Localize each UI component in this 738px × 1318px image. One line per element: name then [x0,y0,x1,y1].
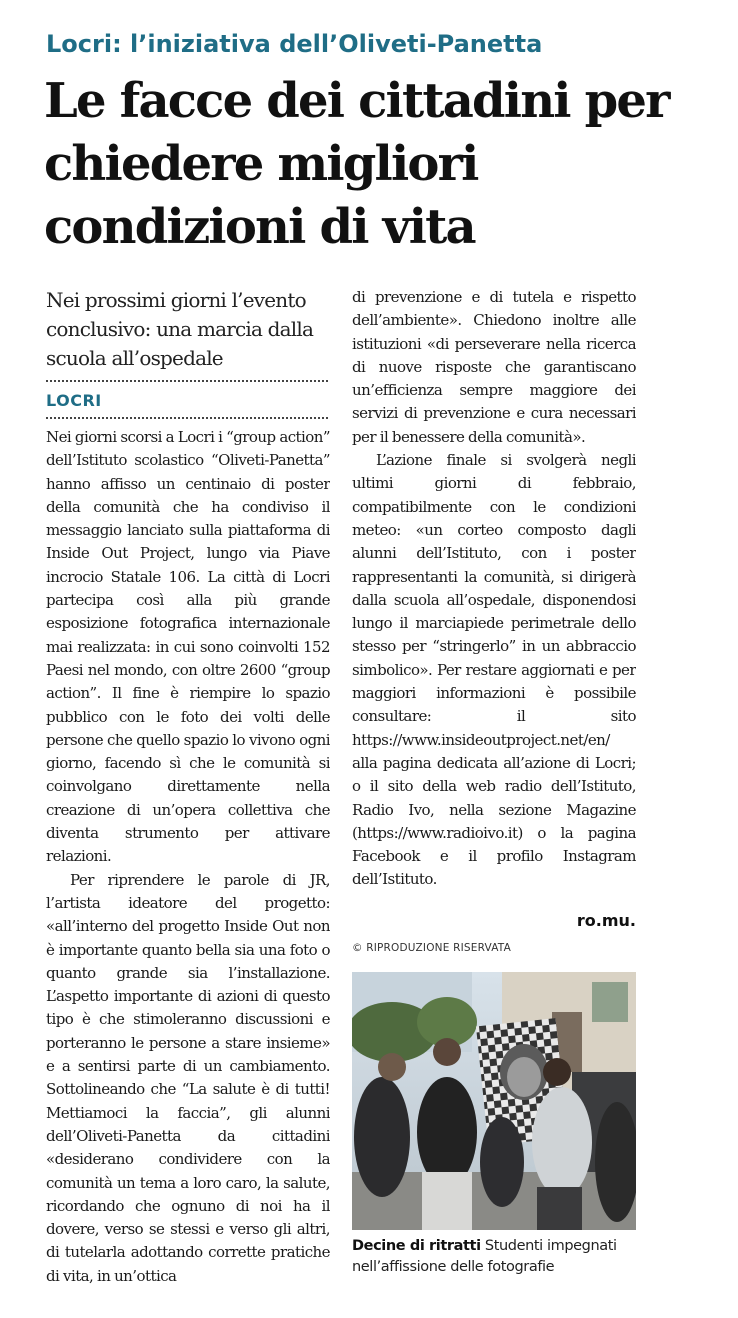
section-tag: LOCRI [46,391,102,410]
article-subheadline: Nei prossimi giorni l’evento conclusivo: una marcia dalla scuola all’ospedale [46,288,314,370]
article-body-left-column [46,426,330,1286]
body-paragraph: di prevenzione e di tutela e rispetto dell’ambiente». Chiedono inoltre alle istituzioni «di perseverare nella ricerca di nuove risposte che garantiscano un’efficienza sempre maggiore dei servizi di prevenzione e cura necessari per il benessere della comunità». [352,288,636,446]
body-paragraph: Per riprendere le parole di JR, l’artista ideatore del progetto: «all’interno del progetto Inside Out non è importante quanto bella sia una foto o quanto grande sia l’installazione. L’aspetto importante di azioni di questo tipo è che stimoleranno discussioni e porteranno le persone a stare insieme» e a sentirsi parte di un cambiamento. Sottolineando che “La salute è di tutti! Mettiamoci la faccia”, gli alunni dell’Oliveti-Panetta da cittadini «desiderano condividere con la comunità un tema a loro caro, la salute, ricordando che ognuno di noi ha il dovere, verso se stessi e verso gli altri, di tutelarla adottando corrette pratiche di vita, in un’ottica [46,870,330,1285]
author-signature: ro.mu. [576,911,636,930]
photo-illustration [352,972,636,1230]
article-kicker: Locri: l’iniziativa dell’Oliveti-Panetta [46,30,543,58]
body-paragraph: Nei giorni scorsi a Locri i “group action” dell’Istituto scolastico “Oliveti-Panetta” hanno affisso un centinaio di poster della comunità che ha condiviso il messaggio lanciato sulla piattaforma di Inside Out Project, lungo via Piave incrocio Statale 106. La città di Locri partecipa così alla più grande esposizione fotografica internazionale mai realizzata: in cui sono coinvolti 152 Paesi nel mondo, con oltre 2600 “group action”. Il fine è riempire lo spazio pubblico con le foto dei volti delle persone che quello spazio lo vivono ogni giorno, facendo sì che le comunità si coinvolgano direttamente nella creazione di un’opera collettiva che diventa strumento per attivare relazioni. [46,428,330,866]
caption-title: Decine di ritratti [352,1238,481,1254]
caption-text: Studenti impegnati nell’affissione delle fotografie [352,1238,617,1275]
body-paragraph: L’azione finale si svolgerà negli ultimi giorni di febbraio, compatibilmente con le condizioni meteo: «un corteo composto dagli alunni dell’Istituto, con i poster rappresentanti la comunità, si dirigerà dalla scuola all’ospedale, disponendosi lungo il marciapiede perimetrale dello stesso per “stringerlo” in un abbraccio simbolico». Per restare aggiornati e per maggiori informazioni è possibile consultare: il sito https://www.insideoutproject.net/en/ alla pagina dedicata all’azione di Locri; o il sito della web radio dell’Istituto, Radio Ivo, nella sezione Magazine (https://www.radioivo.it) o la pagina Facebook e il profilo Instagram dell’Istituto. [352,451,636,889]
article-photo [352,972,636,1230]
dotted-divider [46,417,328,419]
photo-caption [352,1236,642,1278]
copyright-notice: © RIPRODUZIONE RISERVATA [352,942,511,954]
article-headline: Le facce dei cittadini per chiedere migliori condizioni di vita [44,73,669,255]
dotted-divider [46,380,328,382]
article-body-right-column [352,286,636,926]
